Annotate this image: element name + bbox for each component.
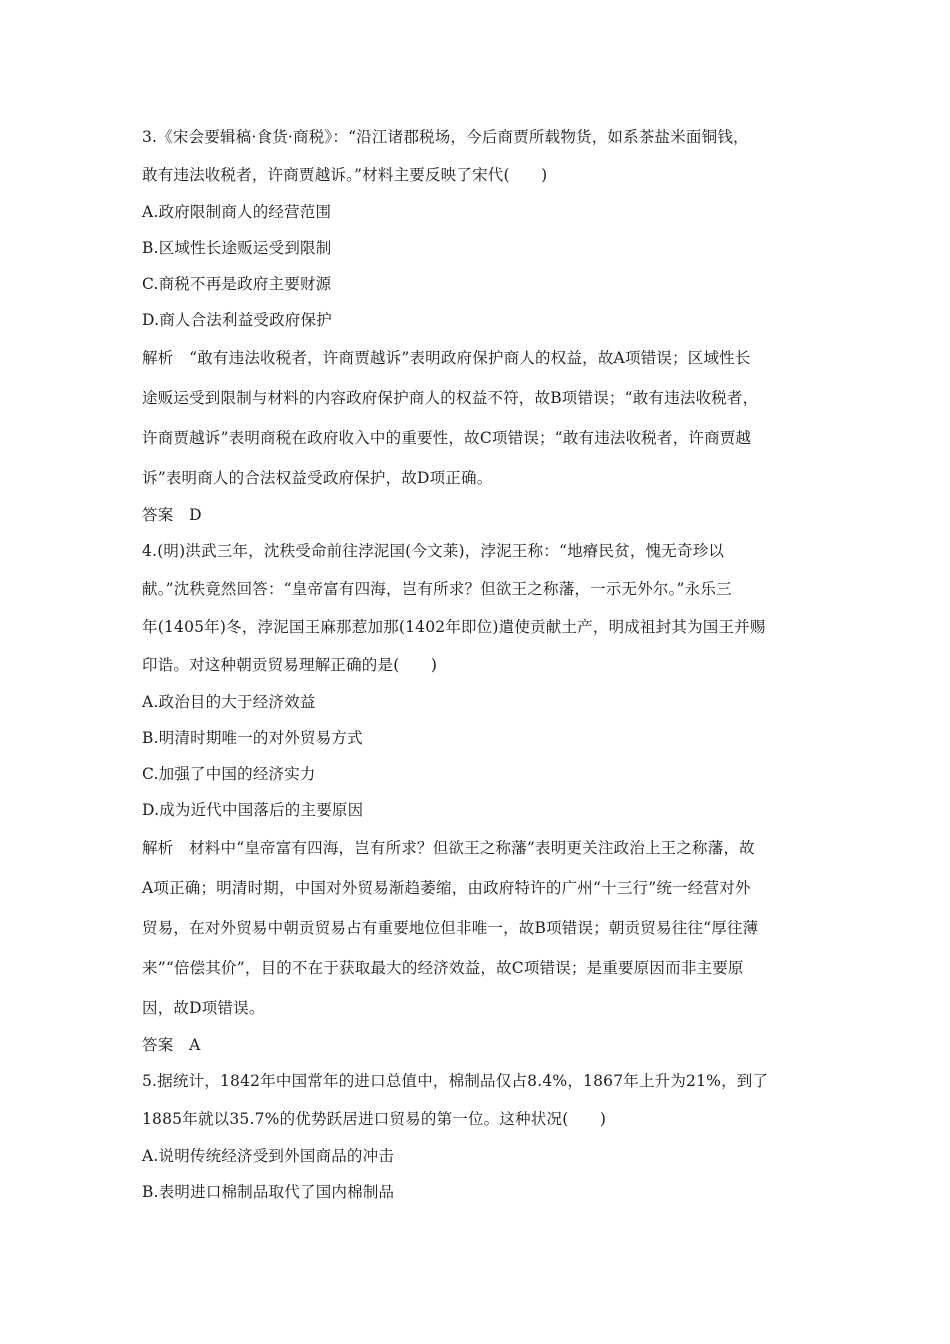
question-stem-line: 献。”沈秩竟然回答：“皇帝富有四海，岂有所求？但欲王之称藩，一示无外尔。”永乐三: [142, 580, 732, 598]
question-stem-line: 印诰。对这种朝贡贸易理解正确的是( ): [142, 656, 438, 674]
answer-line: 答案 D: [142, 506, 202, 524]
option-d: D.成为近代中国落后的主要原因: [142, 801, 364, 819]
analysis-line: 解析 “敢有违法收税者，许商贾越诉”表明政府保护商人的权益，故A项错误；区域性长: [142, 349, 751, 367]
analysis-line: 因，故D项错误。: [142, 999, 265, 1017]
analysis-line: 许商贾越诉”表明商税在政府收入中的重要性，故C项错误；“敢有违法收税者，许商贾越: [142, 429, 752, 447]
question-stem-line: 1885年就以35.7%的优势跃居进口贸易的第一位。这种状况( ): [142, 1110, 607, 1128]
analysis-line: 诉”表明商人的合法权益受政府保护，故D项正确。: [142, 469, 493, 487]
document-content: [142, 118, 812, 1210]
question-stem-line: 3.《宋会要辑稿·食货·商税》：“沿江诸郡税场，今后商贾所载物货，如系茶盐米面铜钱，: [142, 128, 749, 146]
question-stem-line: 5.据统计，1842年中国常年的进口总值中，棉制品仅占8.4%，1867年上升为21%，到了: [142, 1072, 769, 1090]
question-stem-line: 4.(明)洪武三年，沈秩受命前往浡泥国(今文莱)，浡泥王称：“地瘠民贫，愧无奇珍以: [142, 542, 725, 560]
question-stem-line: 敢有违法收税者，许商贾越诉。”材料主要反映了宋代( ): [142, 166, 548, 184]
option-a: A.政府限制商人的经营范围: [142, 203, 332, 221]
option-c: C.商税不再是政府主要财源: [142, 275, 332, 293]
analysis-line: 贸易，在对外贸易中朝贡贸易占有重要地位但非唯一，故B项错误；朝贡贸易往往“厚往薄: [142, 919, 759, 937]
question-stem-line: 年(1405年)冬，浡泥国王麻那惹加那(1402年即位)遣使贡献土产，明成祖封其为国王并赐: [142, 618, 766, 636]
analysis-line: 来”“倍偿其价”，目的不在于获取最大的经济效益，故C项错误；是重要原因而非主要原: [142, 959, 744, 977]
option-b: B.区域性长途贩运受到限制: [142, 239, 332, 257]
option-a: A.说明传统经济受到外国商品的冲击: [142, 1147, 395, 1165]
question-5: [142, 1062, 812, 1210]
question-3: [142, 118, 812, 532]
analysis-line: 解析 材料中“皇帝富有四海，岂有所求？但欲王之称藩”表明更关注政治上王之称藩，故: [142, 839, 755, 857]
question-4: [142, 532, 812, 1062]
option-c: C.加强了中国的经济实力: [142, 765, 316, 783]
answer-line: 答案 A: [142, 1036, 201, 1054]
analysis-line: 途贩运受到限制与材料的内容政府保护商人的权益不符，故B项错误；“敢有违法收税者，: [142, 389, 759, 407]
analysis-line: A项正确；明清时期，中国对外贸易渐趋萎缩，由政府特许的广州“十三行”统一经营对外: [142, 879, 751, 897]
option-b: B.表明进口棉制品取代了国内棉制品: [142, 1183, 395, 1201]
option-a: A.政治目的大于经济效益: [142, 693, 316, 711]
option-d: D.商人合法利益受政府保护: [142, 311, 332, 329]
option-b: B.明清时期唯一的对外贸易方式: [142, 729, 363, 747]
